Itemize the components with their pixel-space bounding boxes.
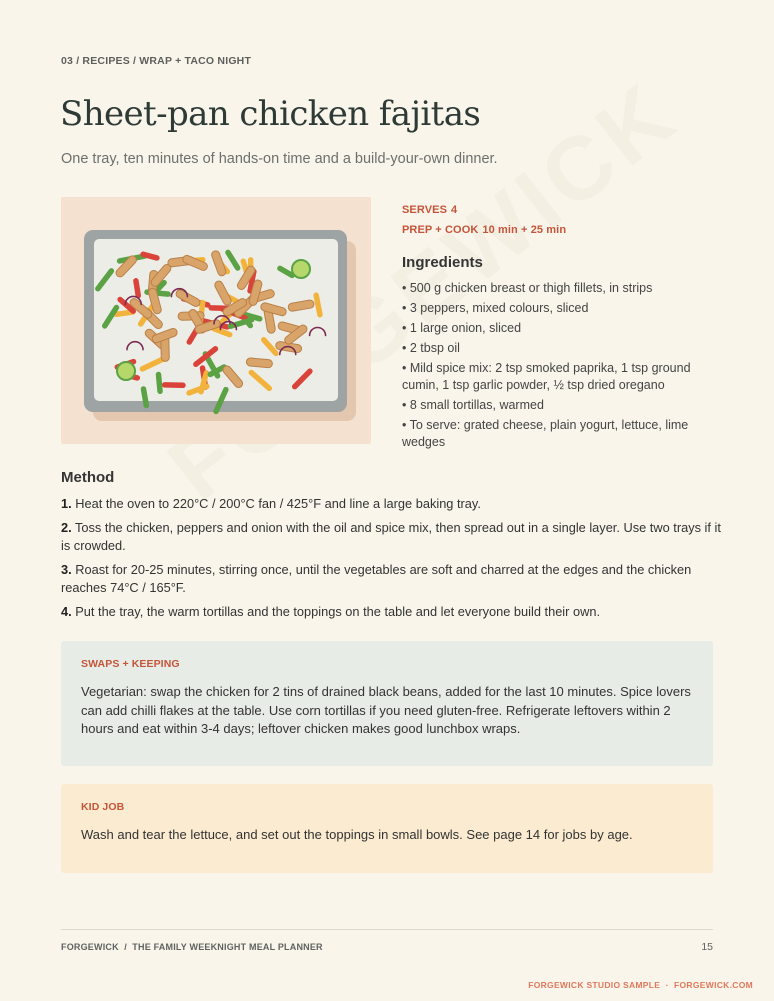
serves-value: 4 [451, 204, 458, 216]
studio-stamp: FORGEWICK STUDIO SAMPLE · FORGEWICK.COM [528, 980, 753, 990]
swaps-keeping-box [61, 641, 713, 766]
ingredients-list [402, 280, 702, 454]
kid-job-box [61, 784, 713, 873]
step-number: 2. [61, 520, 72, 535]
ingredient-item: • 8 small tortillas, warmed [402, 398, 544, 412]
pepper-strip [116, 312, 132, 314]
step-number: 4. [61, 604, 72, 619]
step-number: 1. [61, 496, 72, 511]
footer-divider [61, 929, 713, 930]
method-heading: Method [61, 469, 115, 486]
ingredient-item: • To serve: grated cheese, plain yogurt, lettuce, lime wedges [402, 418, 689, 449]
page-subtitle: One tray, ten minutes of hands-on time and a build-your-own dinner. [61, 151, 498, 167]
pepper-strip [136, 281, 138, 296]
pepper-strip [143, 254, 157, 258]
step-number: 3. [61, 562, 72, 577]
time-value: 10 min + 25 min [482, 224, 567, 236]
footer-title: FORGEWICK / THE FAMILY WEEKNIGHT MEAL PLANNER [61, 942, 323, 952]
recipe-facts [402, 204, 702, 244]
pepper-strip [159, 375, 161, 392]
step-text: Toss the chicken, peppers and onion with the oil and spice mix, then spread out in a single layer. Use two trays if it is crowded. [61, 520, 721, 553]
ingredients-heading: Ingredients [402, 254, 483, 271]
swaps-text: Vegetarian: swap the chicken for 2 tins of drained black beans, added for the last 10 minutes. Spice lovers can add chilli flakes at the table. Use corn tortillas if you need gluten-free. Refrigerate leftovers within 2 hours and eat within 3-4 days; leftover chicken makes good lunchbox wraps. [81, 684, 691, 736]
ingredient-item: • Mild spice mix: 2 tsp smoked paprika, 1 tsp ground cumin, 1 tsp garlic powder, ½ tsp dried oregano [402, 361, 691, 392]
time-label: PREP + COOK [402, 224, 479, 236]
tray-illustration-icon [61, 197, 371, 444]
ingredient-item: • 1 large onion, sliced [402, 321, 522, 335]
chicken-piece [246, 358, 273, 368]
method-step [61, 561, 721, 597]
step-text: Put the tray, the warm tortillas and the toppings on the table and let everyone build their own. [75, 604, 600, 619]
method-step [61, 519, 721, 555]
method-step [61, 603, 721, 621]
ingredient-item: • 3 peppers, mixed colours, sliced [402, 301, 589, 315]
serves-fact [402, 204, 702, 216]
lime-slice [292, 260, 310, 278]
page-number: 15 [701, 941, 713, 953]
step-text: Heat the oven to 220°C / 200°C fan / 425°F and line a large baking tray. [75, 496, 481, 511]
breadcrumb: 03 / RECIPES / WRAP + TACO NIGHT [61, 55, 252, 67]
step-text: Roast for 20-25 minutes, stirring once, until the vegetables are soft and charred at the edges and the chicken reaches 74°C / 165°F. [61, 562, 692, 595]
fajita-tray-illustration [61, 197, 371, 444]
ingredient-item: • 500 g chicken breast or thigh fillets, in strips [402, 281, 653, 295]
lime-slice [117, 362, 135, 380]
kid-job-text: Wash and tear the lettuce, and set out the toppings in small bowls. See page 14 for jobs by age. [81, 827, 633, 842]
swaps-label: SWAPS + KEEPING [81, 658, 180, 670]
serves-label: SERVES [402, 204, 448, 216]
method-steps [61, 495, 721, 627]
pepper-strip [316, 295, 320, 315]
time-fact [402, 224, 702, 236]
method-step [61, 495, 721, 513]
kid-job-label: KID JOB [81, 801, 125, 813]
page-title: Sheet-pan chicken fajitas [60, 94, 481, 134]
ingredient-item: • 2 tbsp oil [402, 341, 460, 355]
pepper-strip [143, 389, 146, 406]
